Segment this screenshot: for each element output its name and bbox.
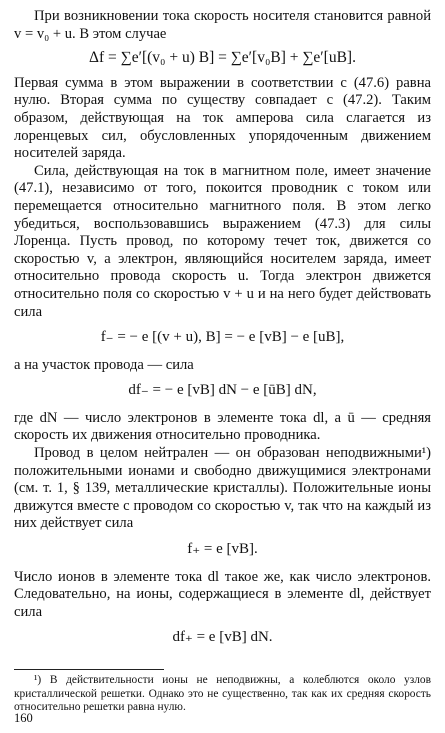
equation-f-minus: f₋ = − e [(v + u), B] = − e [vB] − e [uB],	[100, 329, 345, 346]
page-number: 160	[14, 711, 33, 725]
footnote: ¹) В действительности ионы не неподвижны, а колеблются около узлов кристаллической решетки. Однако это не существенно, так как их средняя скорость относительно решетки равна нулю.	[14, 674, 431, 714]
footnote-divider	[14, 669, 164, 670]
paragraph-ion-count: Число ионов в элементе тока dl такое же, как число электронов. Следовательно, на ионы, содержащиеся в элементе dl, действует сила	[14, 568, 431, 620]
paragraph-dn-definition: где dN — число электронов в элементе тока dl, а ū — средняя скорость их движения относительно проводника.	[14, 409, 431, 444]
paragraph-intro: При возникновении тока скорость носителя становится равной v = v₀ + u. В этом случае	[14, 8, 431, 42]
equation-delta-f: Δf = ∑e′[(v₀ + u) B] = ∑e′[v₀B] + ∑e′[uB].	[89, 49, 356, 67]
paragraph-first-sum: Первая сумма в этом выражении в соответствии с (47.6) равна нулю. Вторая сумма по существу совпадает с (47.2). Таким образом, действующая на ток амперова сила слагается из лоренцевых сил, обусловленных упорядоченным движением носителей заряда.	[14, 74, 431, 162]
equation-df-plus: df₊ = e [vB] dN.	[172, 629, 273, 646]
paragraph-wire-segment: а на участок провода — сила	[14, 356, 194, 373]
paragraph-neutral-wire: Провод в целом нейтрален — он образован неподвижными¹) положительными ионами и свободно движущимися электронами (см. т. 1, § 139, металлические кристаллы). Положительные ионы движутся вместе с проводом со скоростью v, так что на каждый из них действует сила	[14, 445, 431, 532]
equation-f-plus: f₊ = e [vB].	[187, 541, 258, 558]
paragraph-force-on-current: Сила, действующая на ток в магнитном поле, имеет значение (47.1), независимо от того, покоится проводник с током или перемещается относительно магнитного поля. В этом легко убедиться, воспользовавшись выражением (47.3) для силы Лоренца. Пусть провод, по которому течет ток, движется со скоростью v, а электрон, являющийся носителем заряда, имеет относительно провода скорость u. Тогда электрон движется относительно поля со скоростью v + u и на него будет действовать сила	[14, 162, 431, 320]
equation-df-minus: df₋ = − e [vB] dN − e [ūB] dN,	[128, 382, 317, 399]
